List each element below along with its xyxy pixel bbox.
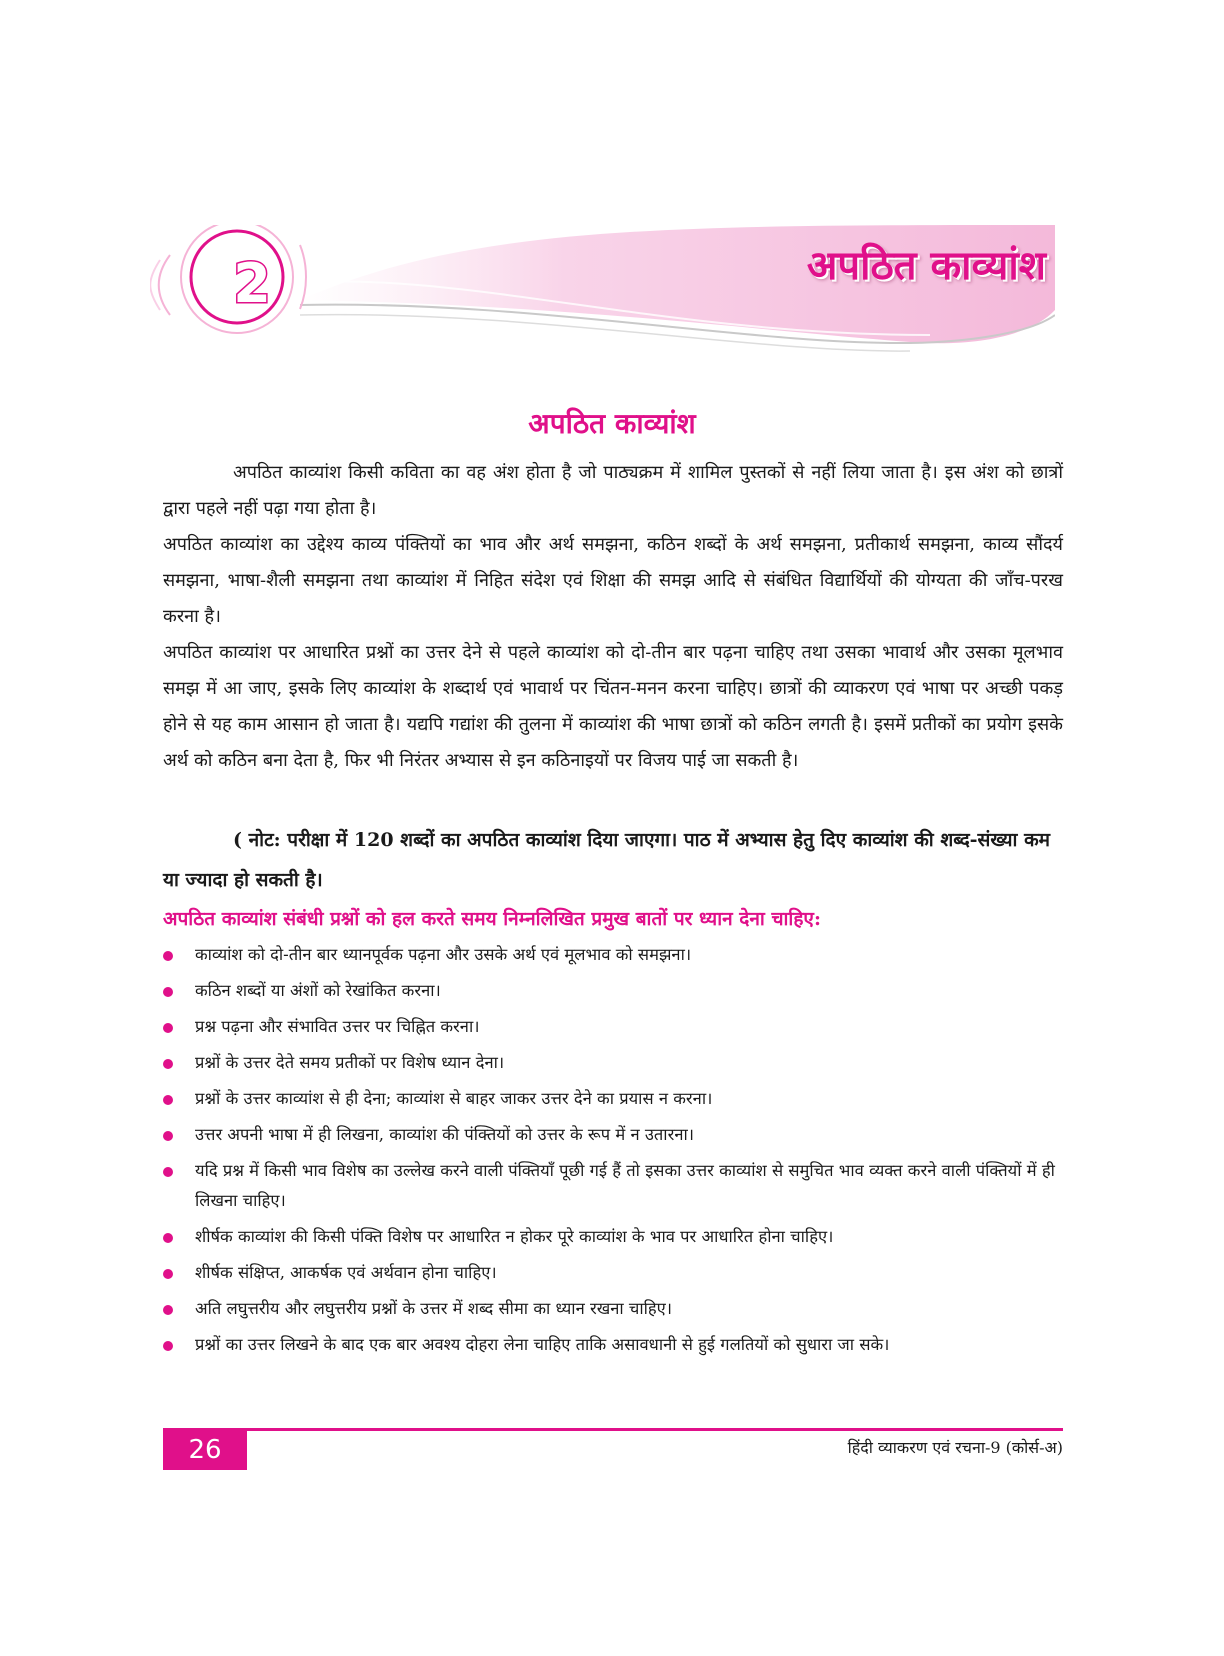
chapter-number: 2	[233, 252, 271, 315]
bullet-icon	[163, 1305, 173, 1315]
paragraph: अपठित काव्यांश किसी कविता का वह अंश होता है जो पाठ्यक्रम में शामिल पुस्तकों से नहीं लिया जाता है। इस अंश को छात्रों द्वारा पहले नहीं पढ़ा गया होता है।	[163, 462, 1063, 519]
body-text	[163, 455, 1063, 779]
tip-text: प्रश्नों का उत्तर लिखने के बाद एक बार अवश्य दोहरा लेना चाहिए ताकि असावधानी से हुई गलतियों को सुधारा जा सके।	[195, 1335, 890, 1354]
section-heading: अपठित काव्यांश	[528, 407, 696, 440]
bullet-icon	[163, 1095, 173, 1105]
list-item	[163, 1156, 1068, 1216]
tips-heading: अपठित काव्यांश संबंधी प्रश्नों को हल करते समय निम्नलिखित प्रमुख बातों पर ध्यान देना चाहिए:	[163, 908, 821, 930]
footer-divider	[163, 1428, 1063, 1431]
tip-text: अति लघुत्तरीय और लघुत्तरीय प्रश्नों के उत्तर में शब्द सीमा का ध्यान रखना चाहिए।	[195, 1299, 673, 1318]
tip-text: कठिन शब्दों या अंशों को रेखांकित करना।	[195, 981, 441, 1000]
book-title: हिंदी व्याकरण एवं रचना-9 (कोर्स-अ)	[847, 1438, 1063, 1457]
tip-text: उत्तर अपनी भाषा में ही लिखना, काव्यांश की पंक्तियों को उत्तर के रूप में न उतारना।	[195, 1125, 695, 1144]
list-item	[163, 1120, 1068, 1150]
bullet-icon	[163, 1341, 173, 1351]
list-item	[163, 940, 1068, 970]
list-item	[163, 976, 1068, 1006]
tips-list	[163, 940, 1068, 1366]
tip-text: प्रश्नों के उत्तर काव्यांश से ही देना; काव्यांश से बाहर जाकर उत्तर देने का प्रयास न करना।	[195, 1089, 713, 1108]
bullet-icon	[163, 1059, 173, 1069]
page-number: 26	[163, 1430, 247, 1470]
tip-text: शीर्षक काव्यांश की किसी पंक्ति विशेष पर आधारित न होकर पूरे काव्यांश के भाव पर आधारित होना चाहिए।	[195, 1227, 834, 1246]
chapter-title: अपठित काव्यांश	[806, 243, 1046, 289]
list-item	[163, 1048, 1068, 1078]
list-item	[163, 1084, 1068, 1114]
tip-text: यदि प्रश्न में किसी भाव विशेष का उल्लेख करने वाली पंक्तियाँ पूछी गई हैं तो इसका उत्तर काव्यांश से समुचित भाव व्यक्त करने वाली पंक्तियों में ही लिखना चाहिए।	[195, 1161, 1055, 1210]
tip-text: काव्यांश को दो-तीन बार ध्यानपूर्वक पढ़ना और उसके अर्थ एवं मूलभाव को समझना।	[195, 945, 692, 964]
bullet-icon	[163, 1233, 173, 1243]
list-item	[163, 1330, 1068, 1360]
paragraph: अपठित काव्यांश पर आधारित प्रश्नों का उत्तर देने से पहले काव्यांश को दो-तीन बार पढ़ना चाहिए तथा उसका भावार्थ और उसका मूलभाव समझ में आ जाए, इसके लिए काव्यांश के शब्दार्थ एवं भावार्थ पर चिंतन-मनन करना चाहिए। छात्रों की व्याकरण एवं भाषा पर अच्छी पकड़ होने से यह काम आसान हो जाता है। यद्यपि गद्यांश की तुलना में काव्यांश की भाषा छात्रों को कठिन लगती है। इसमें प्रतीकों का प्रयोग इसके अर्थ को कठिन बना देता है, फिर भी निरंतर अभ्यास से इन कठिनाइयों पर विजय पाई जा सकती है।	[163, 642, 1063, 771]
tip-text: प्रश्न पढ़ना और संभावित उत्तर पर चिह्नित करना।	[195, 1017, 480, 1036]
tip-text: शीर्षक संक्षिप्त, आकर्षक एवं अर्थवान होना चाहिए।	[195, 1263, 497, 1282]
bullet-icon	[163, 1269, 173, 1279]
bullet-icon	[163, 1131, 173, 1141]
list-item	[163, 1258, 1068, 1288]
note-text: ( नोट: परीक्षा में 120 शब्दों का अपठित काव्यांश दिया जाएगा। पाठ में अभ्यास हेतु दिए काव्यांश की शब्द-संख्या कम या ज्यादा हो सकती है।	[163, 829, 1051, 891]
bullet-icon	[163, 987, 173, 997]
list-item	[163, 1012, 1068, 1042]
exam-note	[163, 820, 1063, 900]
bullet-icon	[163, 1167, 173, 1177]
bullet-icon	[163, 1023, 173, 1033]
tip-text: प्रश्नों के उत्तर देते समय प्रतीकों पर विशेष ध्यान देना।	[195, 1053, 505, 1072]
bullet-icon	[163, 951, 173, 961]
list-item	[163, 1222, 1068, 1252]
list-item	[163, 1294, 1068, 1324]
paragraph: अपठित काव्यांश का उद्देश्य काव्य पंक्तियों का भाव और अर्थ समझना, कठिन शब्दों के अर्थ समझना, प्रतीकार्थ समझना, काव्य सौंदर्य समझना, भाषा-शैली समझना तथा काव्यांश में निहित संदेश एवं शिक्षा की समझ आदि से संबंधित विद्यार्थियों की योग्यता की जाँच-परख करना है।	[163, 534, 1063, 627]
